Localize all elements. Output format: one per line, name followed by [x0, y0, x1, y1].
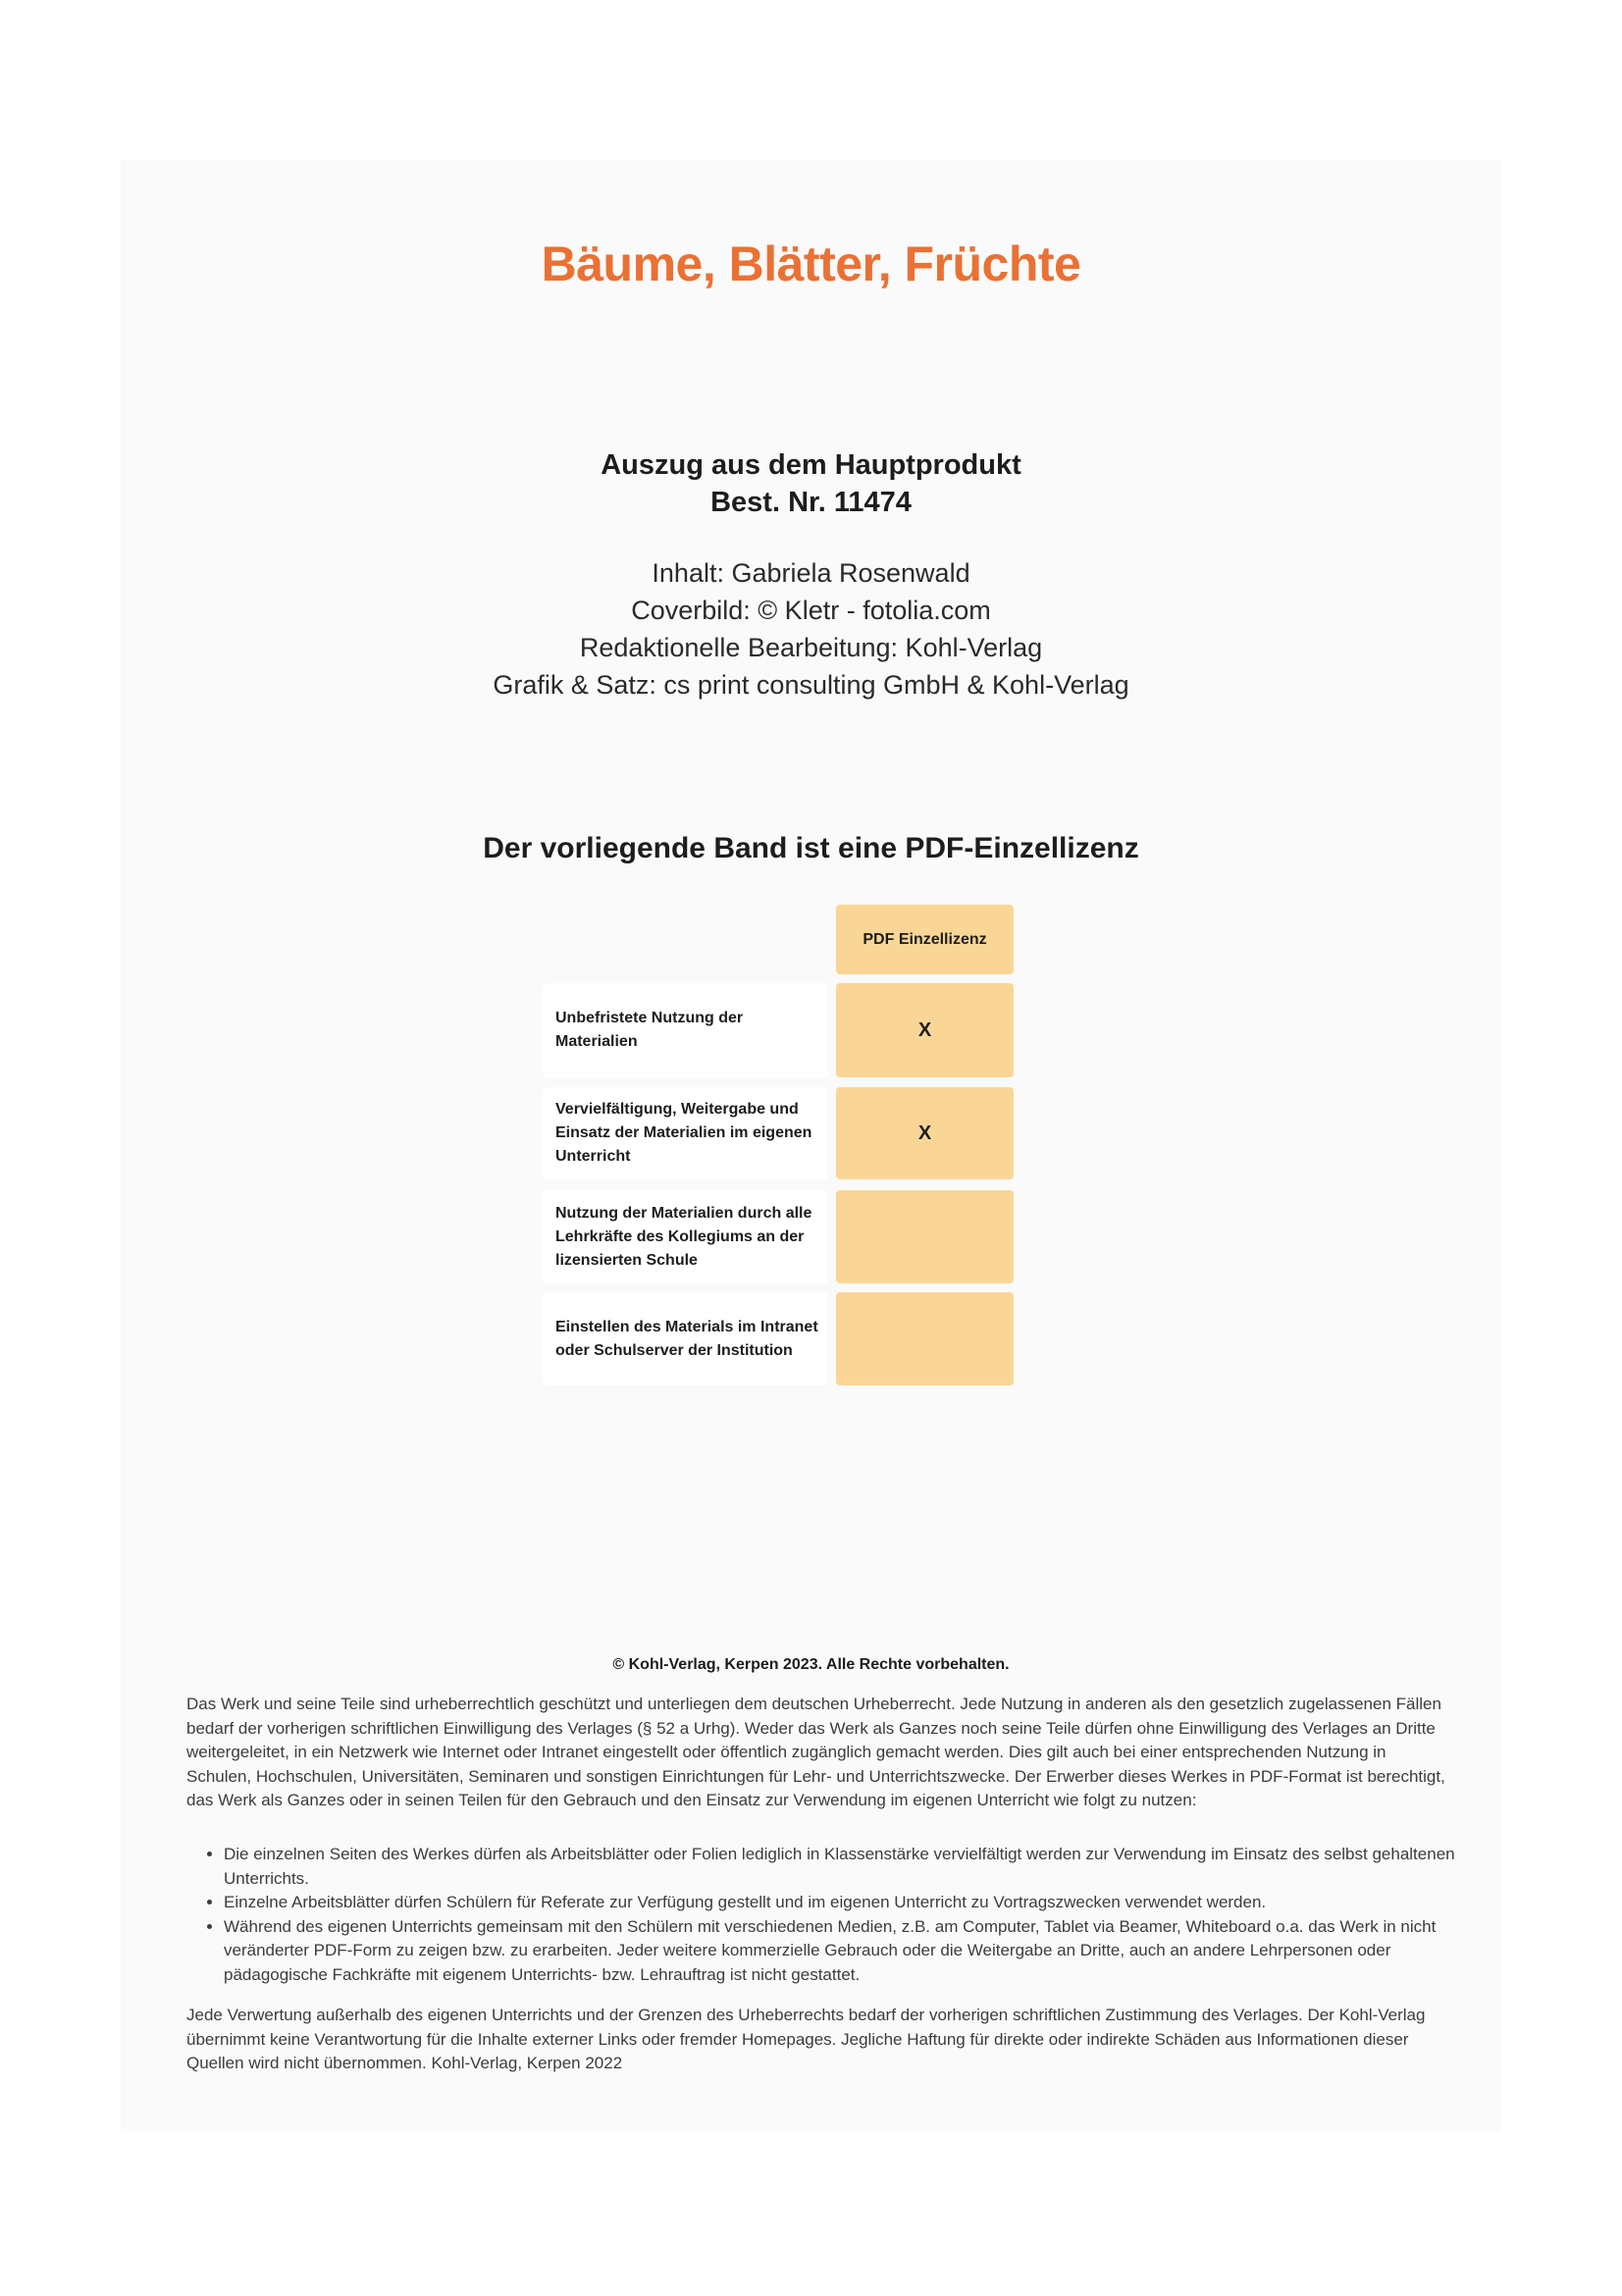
closing-paragraph: Jede Verwertung außerhalb des eigenen Unterrichts und der Grenzen des Urheberrechts bedarf der vorherigen schriftlichen Zustimmung des Verlages. Der Kohl-Verlag übernimmt keine Verantwortung für die Inhalte externer Links oder fremder Homepages. Jegliche Haftung für direkte oder indirekte Schäden aus Informationen dieser Quellen wird nicht übernommen. Kohl-Verlag, Kerpen 2022: [186, 2006, 1426, 2072]
product-info-line1: Auszug aus dem Hauptprodukt: [601, 449, 1021, 481]
license-heading: Der vorliegende Band ist eine PDF-Einzellizenz: [483, 832, 1139, 864]
product-info: [121, 446, 1501, 521]
license-row-label: [543, 983, 827, 1077]
credit-layout: Grafik & Satz: cs print consulting GmbH & Kohl-Verlag: [493, 670, 1129, 700]
license-row-label-text: Einstellen des Materials im Intranet oder Schulserver der Institution: [555, 1318, 818, 1359]
license-row-label: [543, 1190, 827, 1283]
license-row-value: [836, 1292, 1014, 1385]
credit-content: Inhalt: Gabriela Rosenwald: [652, 558, 970, 588]
license-row-label-text: Unbefristete Nutzung der Materialien: [555, 1010, 744, 1050]
license-row-label-text: Nutzung der Materialien durch alle Lehrkräfte des Kollegiums an der lizensierten Schule: [555, 1204, 812, 1269]
license-row-value: X: [836, 1087, 1014, 1179]
license-row-label: [543, 1087, 827, 1179]
copyright-line: © Kohl-Verlag, Kerpen 2023. Alle Rechte vorbehalten.: [612, 1656, 1010, 1673]
credit-cover: Coverbild: © Kletr - fotolia.com: [631, 596, 991, 625]
usage-term-item: • Die einzelnen Seiten des Werkes dürfen als Arbeitsblätter oder Folien lediglich in Klassenstärke vervielfältigt werden zur Verwendung im Einsatz des selbst gehaltenen Unterrichts.: [224, 1843, 1470, 1891]
usage-term-item: • Während des eigenen Unterrichts gemeinsam mit den Schülern mit verschiedenen Medien, z.B. am Computer, Tablet via Beamer, Whiteboard o.a. das Werk in nicht veränderter PDF-Form zu zeigen bzw. zu erarbeiten. Jeder weitere kommerzielle Gebrauch oder die Weitergabe an Dritte, auch an andere Lehrpersonen oder pädagogische Fachkräfte mit eigenem Unterrichts- bzw. Lehrauftrag ist nicht gestattet.: [224, 1915, 1470, 1988]
document-page: [121, 160, 1501, 2131]
license-row-label: [543, 1292, 827, 1385]
license-row-label-text: Vervielfältigung, Weitergabe und Einsatz der Materialien im eigenen Unterricht: [555, 1101, 812, 1165]
license-row-value: [836, 1190, 1014, 1283]
legal-paragraph: Das Werk und seine Teile sind urheberrechtlich geschützt und unterliegen dem deutschen Urheberrecht. Jede Nutzung in anderen als den gesetzlich zugelassenen Fällen bedarf der vorherigen schriftlichen Einwilligung des Verlages (§ 52 a Urhg). Weder das Werk als Ganzes noch seine Teile dürfen ohne Einwilligung des Verlages an Dritte weitergeleitet, in ein Netzwerk wie Internet oder Intranet eingestellt oder öffentlich zugänglich gemacht werden. Dies gilt auch bei einer entsprechenden Nutzung in Schulen, Hochschulen, Universitäten, Seminaren und sonstigen Einrichtungen für Lehr- und Unterrichtszwecke. Der Erwerber dieses Werkes in PDF-Format ist berechtigt, das Werk als Ganzes oder in seinen Teilen für den Gebrauch und den Einsatz zur Verwendung im eigenen Unterricht wie folgt zu nutzen:: [186, 1695, 1445, 1809]
license-row-value: X: [836, 983, 1014, 1077]
usage-terms-list: [201, 1843, 1470, 1987]
credits-block: [121, 554, 1501, 704]
usage-term-item: • Einzelne Arbeitsblätter dürfen Schülern für Referate zur Verfügung gestellt und im eigenen Unterricht zu Vortragszwecken verwendet werden.: [224, 1891, 1470, 1915]
product-order-number: Best. Nr. 11474: [710, 487, 912, 518]
page-title: Bäume, Blätter, Früchte: [541, 236, 1081, 291]
license-table-header: PDF Einzellizenz: [836, 905, 1014, 974]
credit-editing: Redaktionelle Bearbeitung: Kohl-Verlag: [579, 633, 1043, 662]
